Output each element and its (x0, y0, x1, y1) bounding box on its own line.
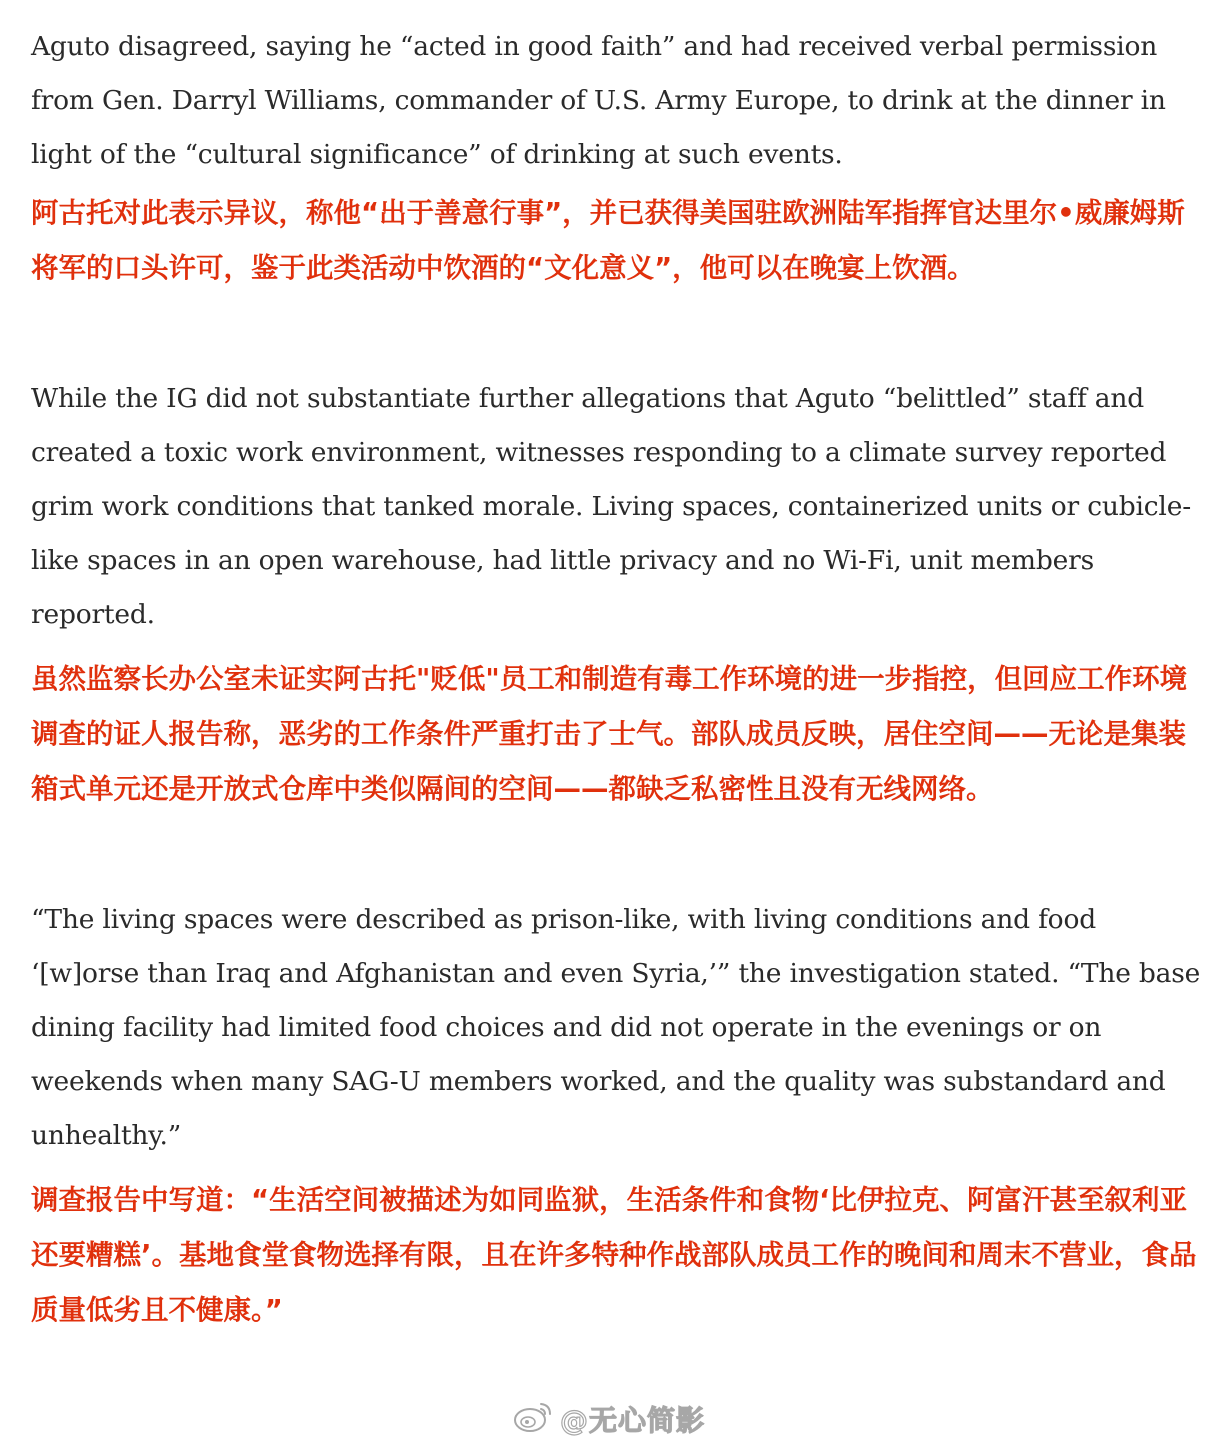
paragraph-chinese-translation: 阿古托对此表示异议，称他“出于善意行事”，并已获得美国驻欧洲陆军指挥官达里尔•威廉姆斯将军的口头许可，鉴于此类活动中饮酒的“文化意义”，他可以在晚宴上饮酒。 (31, 197, 1185, 284)
paragraph-english: Aguto disagreed, saying he “acted in good faith” and had received verbal permission from Gen. Darryl Williams, commander of U.S. Army Europe, to drink at the dinner in light of the “cultural significance” of drinking at such events. (31, 31, 1166, 170)
article-body (31, 20, 1211, 1338)
watermark-text: @无心简影 (560, 1403, 706, 1437)
paragraph-english: While the IG did not substantiate further allegations that Aguto “belittled” staff and created a toxic work environment, witnesses responding to a climate survey reported grim work conditions that tanked morale. Living spaces, containerized units or cubicle-like spaces in an open warehouse, had little privacy and no Wi-Fi, unit members reported. (31, 383, 1191, 630)
paragraph-chinese-translation: 虽然监察长办公室未证实阿古托"贬低"员工和制造有毒工作环境的进一步指控，但回应工作环境调查的证人报告称，恶劣的工作条件严重打击了士气。部队成员反映，居住空间——无论是集装箱式单元还是开放式仓库中类似隔间的空间——都缺乏私密性且没有无线网络。 (31, 663, 1188, 805)
weibo-watermark (512, 1398, 705, 1439)
paragraph-english: “The living spaces were described as prison-like, with living conditions and food ‘[w]orse than Iraq and Afghanistan and even Syria,’” the investigation stated. “The base dining facility had limited food choices and did not operate in the evenings or on weekends when many SAG-U members worked, and the quality was substandard and unhealthy.” (31, 904, 1201, 1151)
weibo-icon (512, 1398, 554, 1439)
paragraph-chinese-translation: 调查报告中写道：“生活空间被描述为如同监狱，生活条件和食物‘比伊拉克、阿富汗甚至叙利亚还要糟糕’。基地食堂食物选择有限，且在许多特种作战部队成员工作的晚间和周末不营业，食品质量低劣且不健康。” (31, 1184, 1197, 1326)
